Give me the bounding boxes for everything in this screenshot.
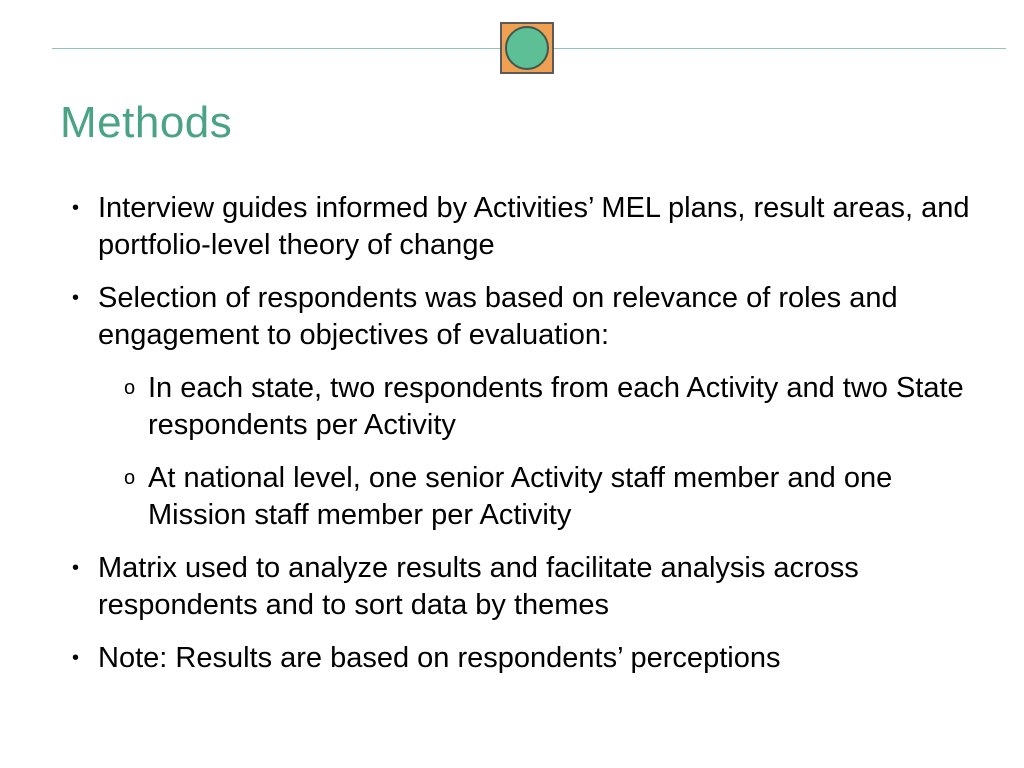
sub-bullet-marker: o — [124, 467, 136, 489]
bullet-text: Interview guides informed by Activities’ MEL plans, result areas, and portfolio-level theory of change — [98, 192, 970, 261]
bullet-item — [72, 190, 972, 264]
bullet-marker: • — [72, 647, 80, 669]
circle-emblem-icon — [505, 26, 549, 70]
bullet-item — [72, 280, 972, 354]
sub-bullet-item — [124, 370, 972, 444]
bullet-text: Note: Results are based on respondents’ perceptions — [98, 642, 781, 674]
bullet-item — [72, 640, 972, 677]
bullet-marker: • — [72, 287, 80, 309]
sub-bullet-text: In each state, two respondents from each Activity and two State respondents per Activity — [148, 372, 964, 441]
sub-bullet-item — [124, 460, 972, 534]
sub-bullet-text: At national level, one senior Activity staff member and one Mission staff member per Activity — [148, 462, 893, 531]
sub-bullet-marker: o — [124, 377, 136, 399]
bullet-text: Selection of respondents was based on relevance of roles and engagement to objectives of evaluation: — [98, 282, 898, 351]
bullet-marker: • — [72, 557, 80, 579]
bullet-marker: • — [72, 197, 80, 219]
bullet-item — [72, 550, 972, 624]
bullet-text: Matrix used to analyze results and facilitate analysis across respondents and to sort data by themes — [98, 552, 859, 621]
square-emblem-icon — [500, 22, 554, 74]
bullet-list — [72, 190, 972, 693]
slide-title: Methods — [60, 98, 233, 147]
